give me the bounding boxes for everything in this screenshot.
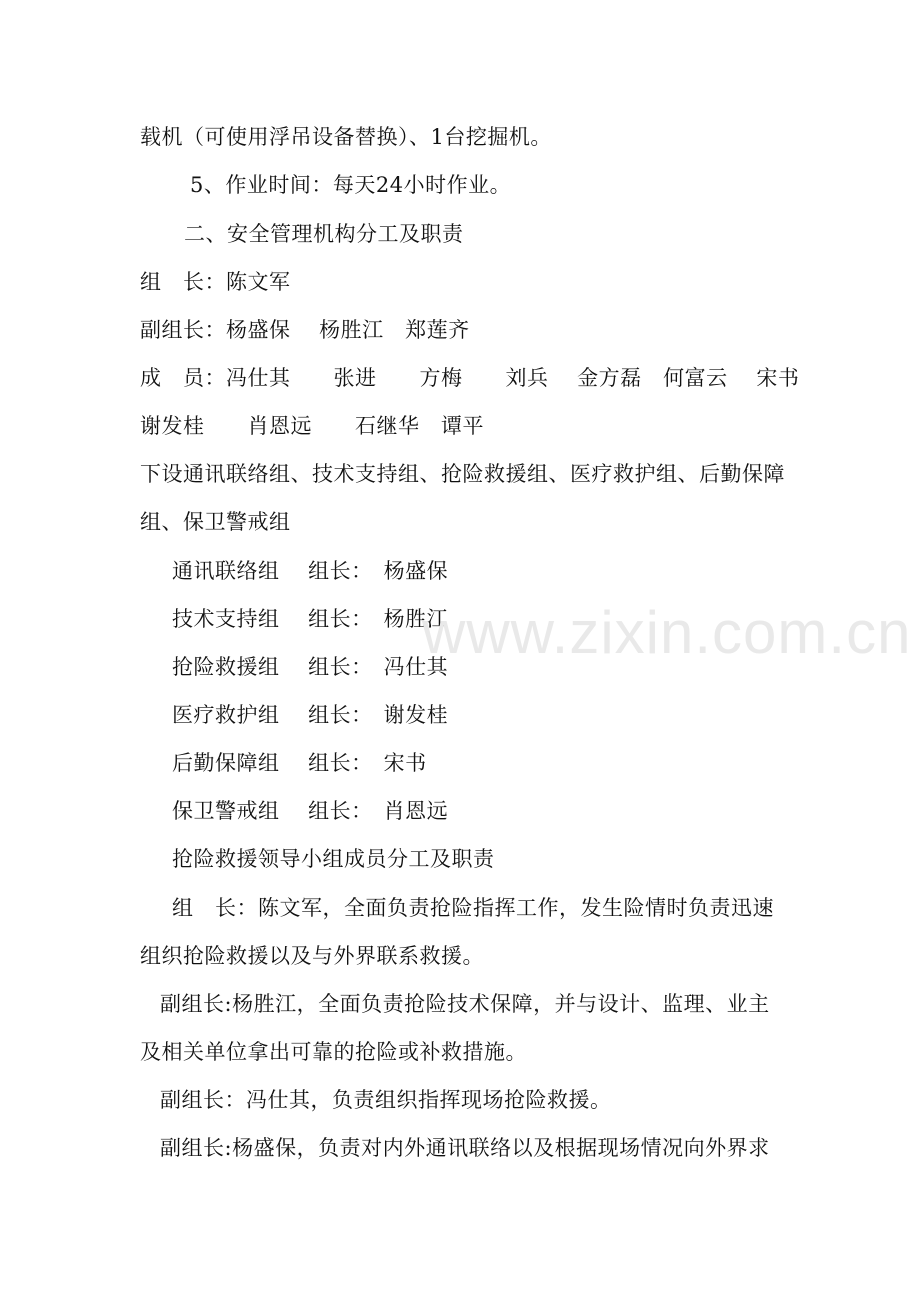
duty-leader: 组 长：陈文军，全面负责抢险指挥工作，发生险情时负责迅速 xyxy=(172,896,774,920)
text-line-members-cont: 谢发桂 肖恩远 石继华 谭平 xyxy=(140,414,484,438)
watermark-text: www.zixin.com.cn xyxy=(422,599,912,666)
group-row-security: 保卫警戒组 组长： 肖恩远 xyxy=(172,799,449,823)
subsection-heading: 抢险救援领导小组成员分工及职责 xyxy=(172,847,495,871)
group-row-logistics: 后勤保障组 组长： 宋书 xyxy=(172,751,427,775)
duty-deputy-2: 副组长：冯仕其，负责组织指挥现场抢险救援。 xyxy=(160,1088,612,1112)
text-line-leader: 组 长：陈文军 xyxy=(140,270,291,294)
duty-deputy-1: 副组长:杨胜江，全面负责抢险技术保障，并与设计、监理、业主 xyxy=(160,992,770,1016)
text-line-1: 载机（可使用浮吊设备替换）、1台挖掘机。 xyxy=(140,125,552,149)
text-line-groups: 下设通讯联络组、技术支持组、抢险救援组、医疗救护组、后勤保障 xyxy=(140,462,785,486)
group-row-rescue: 抢险救援组 组长： 冯仕其 xyxy=(172,655,449,679)
section-heading: 二、安全管理机构分工及职责 xyxy=(184,222,464,246)
group-row-technical: 技术支持组 组长： 杨胜江 xyxy=(172,607,449,631)
text-line-2: 5、作业时间：每天24小时作业。 xyxy=(190,173,512,197)
duty-deputy-3: 副组长:杨盛保，负责对内外通讯联络以及根据现场情况向外界求 xyxy=(160,1136,770,1160)
text-line-groups-cont: 组、保卫警戒组 xyxy=(140,510,291,534)
text-line-members: 成 员：冯仕其 张进 方梅 刘兵 金方磊 何富云 宋书 xyxy=(140,366,800,390)
group-row-medical: 医疗救护组 组长： 谢发桂 xyxy=(172,703,449,727)
text-line-deputy-leaders: 副组长：杨盛保 杨胜江 郑莲齐 xyxy=(140,318,470,342)
duty-leader-cont: 组织抢险救援以及与外界联系救援。 xyxy=(140,944,484,968)
group-row-communication: 通讯联络组 组长： 杨盛保 xyxy=(172,559,449,583)
duty-deputy-1-cont: 及相关单位拿出可靠的抢险或补救措施。 xyxy=(140,1040,527,1064)
